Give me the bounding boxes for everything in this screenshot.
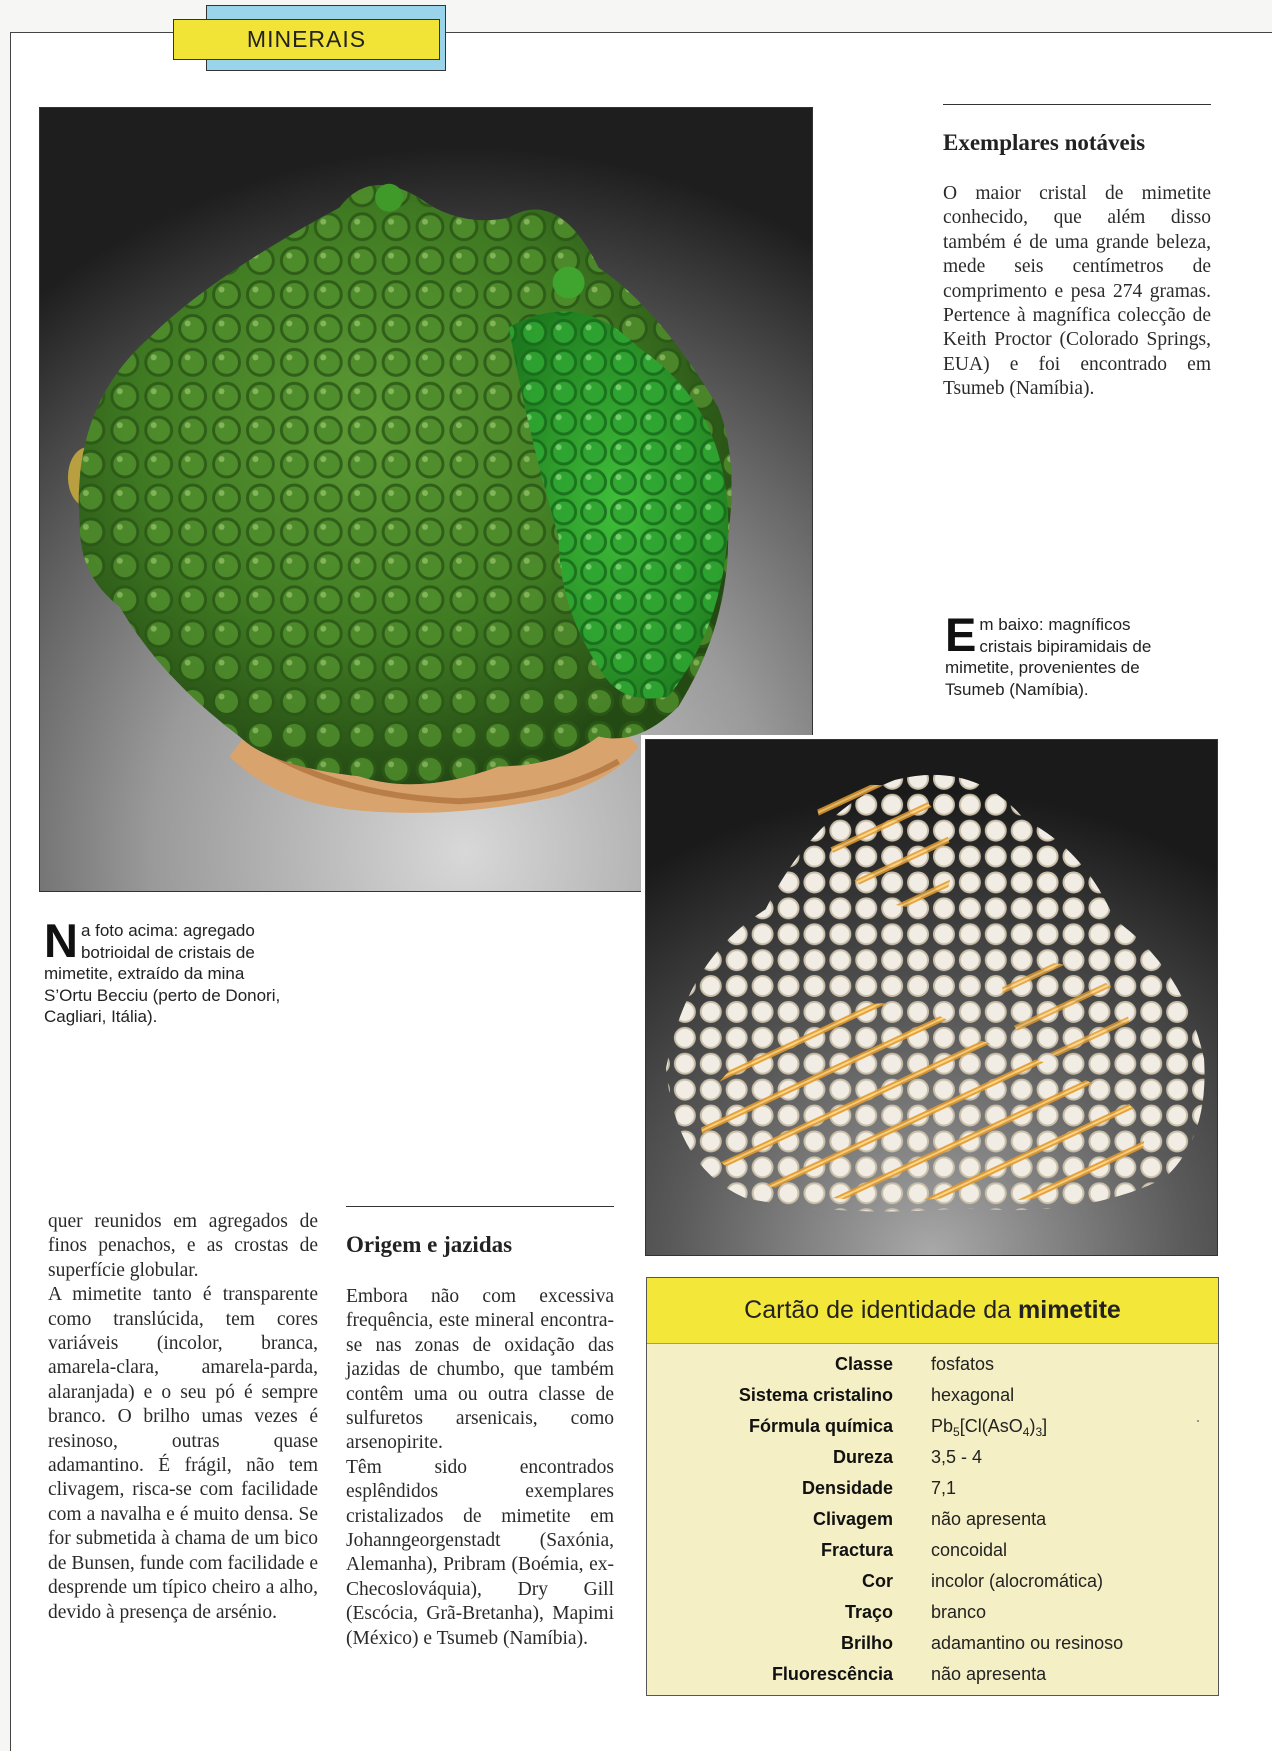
identity-label: Cor <box>862 1571 893 1591</box>
notable-specimens-text: O maior cristal de mimetite conhecido, que além disso também é de uma grande beleza, mede seis centímetros de comprimento e pesa 274 gramas. Pertence à magnífica colecção de Keith Proctor (Colorado Springs, EUA) e foi encontrado em Tsumeb (Namíbia). <box>943 183 1211 400</box>
origin-text-column <box>346 1285 614 1651</box>
identity-value: 7,1 <box>931 1478 957 1498</box>
main-text-paragraph-2: A mimetite tanto é transparente como translúcida, tem cores variáveis (incolor, branca, amarela-clara, amarela-parda, alaranjada) e o seu pó é sempre branco. O brilho umas vezes é resinoso, outras quase adamantino. É frágil, não tem clivagem, risca-se com facilidade com a navalha e é muito densa. Se for submetida à chama de um bico de Bunsen, funde com facilidade e desprende um típico cheiro a alho, devido à presença de arsénio. <box>48 1284 318 1623</box>
identity-value: adamantino ou resinoso <box>931 1633 1124 1653</box>
identity-row <box>647 1447 1218 1478</box>
identity-row <box>647 1509 1218 1540</box>
identity-label: Fluorescência <box>771 1664 893 1684</box>
identity-label: Fórmula química <box>748 1416 893 1436</box>
section-tab-label: MINERAIS <box>246 26 367 52</box>
caption-top-dropcap: N <box>44 914 78 967</box>
identity-card-rows <box>647 1354 1218 1695</box>
identity-row <box>647 1385 1218 1416</box>
identity-value: 3,5 - 4 <box>931 1447 983 1467</box>
identity-value: concoidal <box>931 1540 1008 1560</box>
identity-row <box>647 1633 1218 1664</box>
card-speck <box>1197 1420 1199 1422</box>
main-text-paragraph-1: quer reunidos em agregados de finos penachos, e as crostas de superfície globular. <box>48 1211 318 1281</box>
identity-card <box>646 1277 1219 1696</box>
identity-label: Classe <box>834 1354 893 1374</box>
identity-row <box>647 1540 1218 1571</box>
notable-specimens-heading: Exemplares notáveis <box>943 130 1146 155</box>
identity-row <box>647 1664 1218 1695</box>
identity-row <box>647 1602 1218 1633</box>
identity-card-title-mineral: mimetite <box>1018 1296 1121 1324</box>
caption-top-photo <box>44 914 284 1028</box>
origin-paragraph-1: Embora não com excessiva frequência, este mineral encontra-se nas zonas de oxidação das jazidas de chumbo, que também contêm uma ou outra classe de sulfuretos arsenicais, como arsenopirite. <box>346 1286 614 1454</box>
identity-label: Fractura <box>820 1540 893 1560</box>
identity-row <box>647 1416 1218 1447</box>
mimetite-orange-photo <box>645 739 1218 1256</box>
section-tab <box>173 19 440 60</box>
identity-row <box>647 1478 1218 1509</box>
identity-label: Dureza <box>832 1447 893 1467</box>
caption-bottom-photo <box>945 608 1185 700</box>
identity-value: fosfatos <box>931 1354 995 1374</box>
identity-value: hexagonal <box>931 1385 1015 1405</box>
identity-value-formula: $Pb_5[Cl(AsO_4)_3]$ <box>931 1416 1048 1439</box>
identity-value: não apresenta <box>931 1509 1047 1529</box>
rule-origin <box>346 1206 614 1207</box>
origin-heading: Origem e jazidas <box>346 1232 513 1257</box>
identity-label: Traço <box>844 1602 893 1622</box>
identity-value: não apresenta <box>931 1664 1047 1684</box>
caption-top-text: a foto acima: agregado botrioidal de cristais de mimetite, extraído da mina S’Ortu Becciu (perto de Donori, Cagliari, Itália). <box>44 921 281 1026</box>
identity-label: Densidade <box>801 1478 893 1498</box>
rule-notable <box>943 104 1211 105</box>
identity-label: Clivagem <box>812 1509 893 1529</box>
identity-label: Sistema cristalino <box>738 1385 893 1405</box>
main-text-column <box>48 1210 318 1625</box>
identity-card-title <box>647 1278 1218 1344</box>
identity-row <box>647 1571 1218 1602</box>
origin-paragraph-2: Têm sido encontrados esplêndidos exemplares cristalizados de mimetite em Johanngeorgenstadt (Saxónia, Alemanha), Pribram (Boémia, ex-Checoslováquia), Dry Gill (Escócia, Grã-Bretanha), Mapimi (México) e Tsumeb (Namíbia). <box>346 1456 614 1649</box>
identity-label: Brilho <box>841 1633 893 1653</box>
identity-card-title-prefix: Cartão de identidade da <box>744 1296 1012 1324</box>
identity-value: incolor (alocromática) <box>931 1571 1104 1591</box>
caption-bottom-dropcap: E <box>945 608 977 661</box>
identity-row <box>647 1354 1218 1385</box>
identity-value: branco <box>931 1602 987 1622</box>
caption-bottom-text: m baixo: magníficos cristais bipiramidais de mimetite, provenientes de Tsumeb (Namíbia). <box>945 615 1152 699</box>
